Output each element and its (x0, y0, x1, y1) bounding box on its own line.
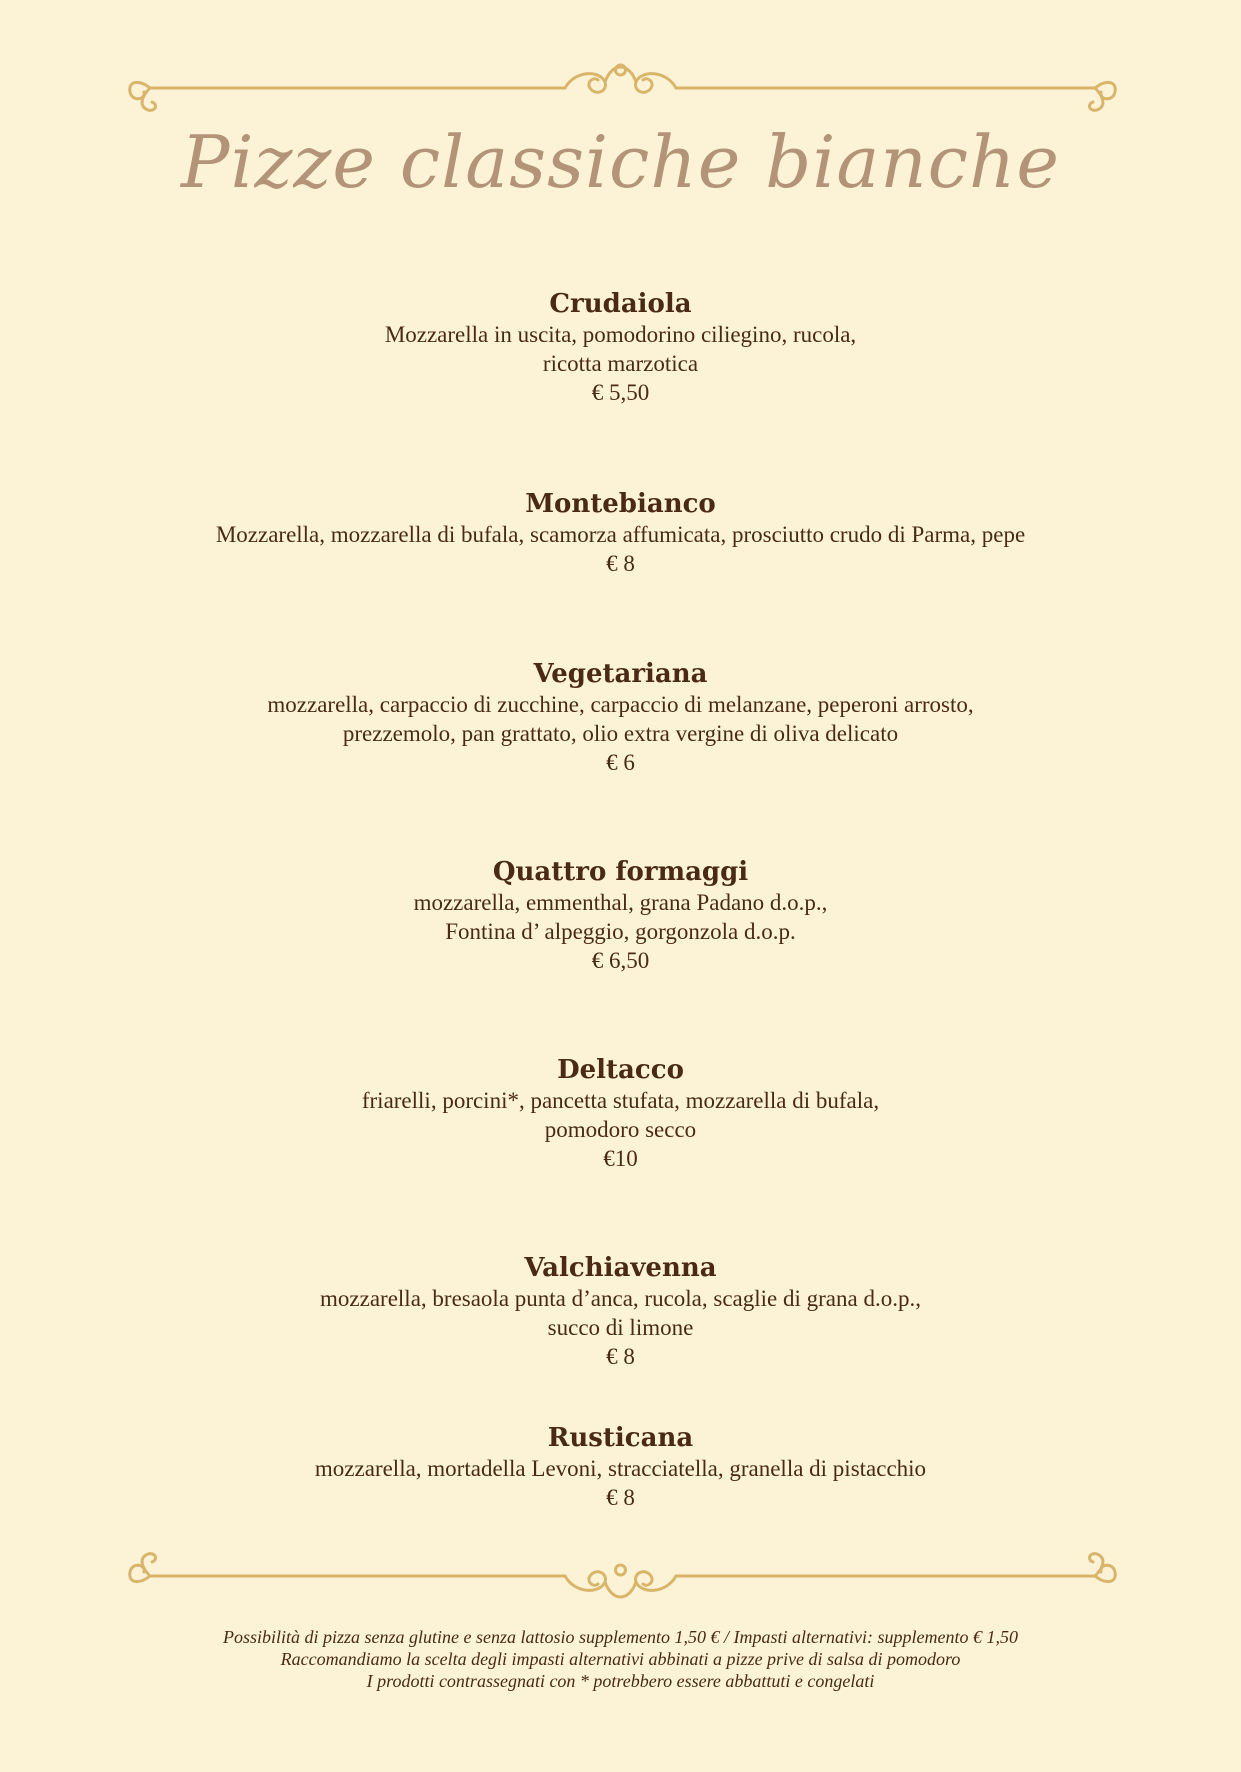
item-price: €10 (603, 1146, 638, 1171)
page-title: Pizze classiche bianche (181, 120, 1060, 204)
item-name: Crudaiola (549, 289, 692, 319)
item-name: Rusticana (547, 1423, 694, 1453)
item-price: € 6 (606, 750, 635, 775)
item-price: € 8 (606, 1485, 635, 1510)
item-description: succo di limone (547, 1315, 694, 1340)
footer-line: Possibilità di pizza senza glutine e senza lattosio supplemento 1,50 € / Impasti alternativi: supplemento € 1,50 (223, 1627, 1018, 1647)
item-description: Fontina d’ alpeggio, gorgonzola d.o.p. (445, 919, 796, 944)
menu-item-montebianco (0, 488, 1241, 578)
item-price: € 5,50 (591, 380, 650, 405)
item-description: mozzarella, mortadella Levoni, stracciatella, granella di pistacchio (314, 1456, 927, 1481)
footer-line: I prodotti contrassegnati con * potrebbero essere abbattuti e congelati (366, 1671, 875, 1691)
menu-item-deltacco (0, 1054, 1241, 1173)
menu-item-rusticana (0, 1422, 1241, 1512)
item-name: Quattro formaggi (492, 857, 749, 887)
item-price: € 8 (606, 551, 635, 576)
bottom-ornament (0, 1540, 1241, 1640)
item-name: Valchiavenna (524, 1253, 717, 1283)
item-name: Vegetariana (533, 659, 708, 689)
item-name: Deltacco (557, 1055, 684, 1085)
footer-notes (0, 1626, 1241, 1692)
menu-item-quattro-formaggi (0, 856, 1241, 975)
footer-line: Raccomandiamo la scelta degli impasti alternativi abbinati a pizze prive di salsa di pomodoro (280, 1649, 961, 1669)
item-price: € 8 (606, 1344, 635, 1369)
item-description: Mozzarella in uscita, pomodorino ciliegino, rucola, (384, 322, 857, 347)
item-name: Montebianco (525, 489, 716, 519)
item-description: Mozzarella, mozzarella di bufala, scamorza affumicata, prosciutto crudo di Parma, pepe (215, 522, 1026, 547)
item-price: € 6,50 (591, 948, 650, 973)
menu-item-vegetariana (0, 658, 1241, 777)
menu-item-crudaiola (0, 288, 1241, 407)
item-description: pomodoro secco (544, 1117, 697, 1142)
item-description: mozzarella, bresaola punta d’anca, rucola, scaglie di grana d.o.p., (320, 1286, 921, 1311)
item-description: mozzarella, carpaccio di zucchine, carpaccio di melanzane, peperoni arrosto, (267, 692, 974, 717)
item-description: ricotta marzotica (542, 351, 699, 376)
item-description: prezzemolo, pan grattato, olio extra vergine di oliva delicato (342, 721, 899, 746)
item-description: friarelli, porcini*, pancetta stufata, mozzarella di bufala, (361, 1088, 880, 1113)
menu-item-valchiavenna (0, 1252, 1241, 1371)
item-description: mozzarella, emmenthal, grana Padano d.o.p., (413, 890, 828, 915)
